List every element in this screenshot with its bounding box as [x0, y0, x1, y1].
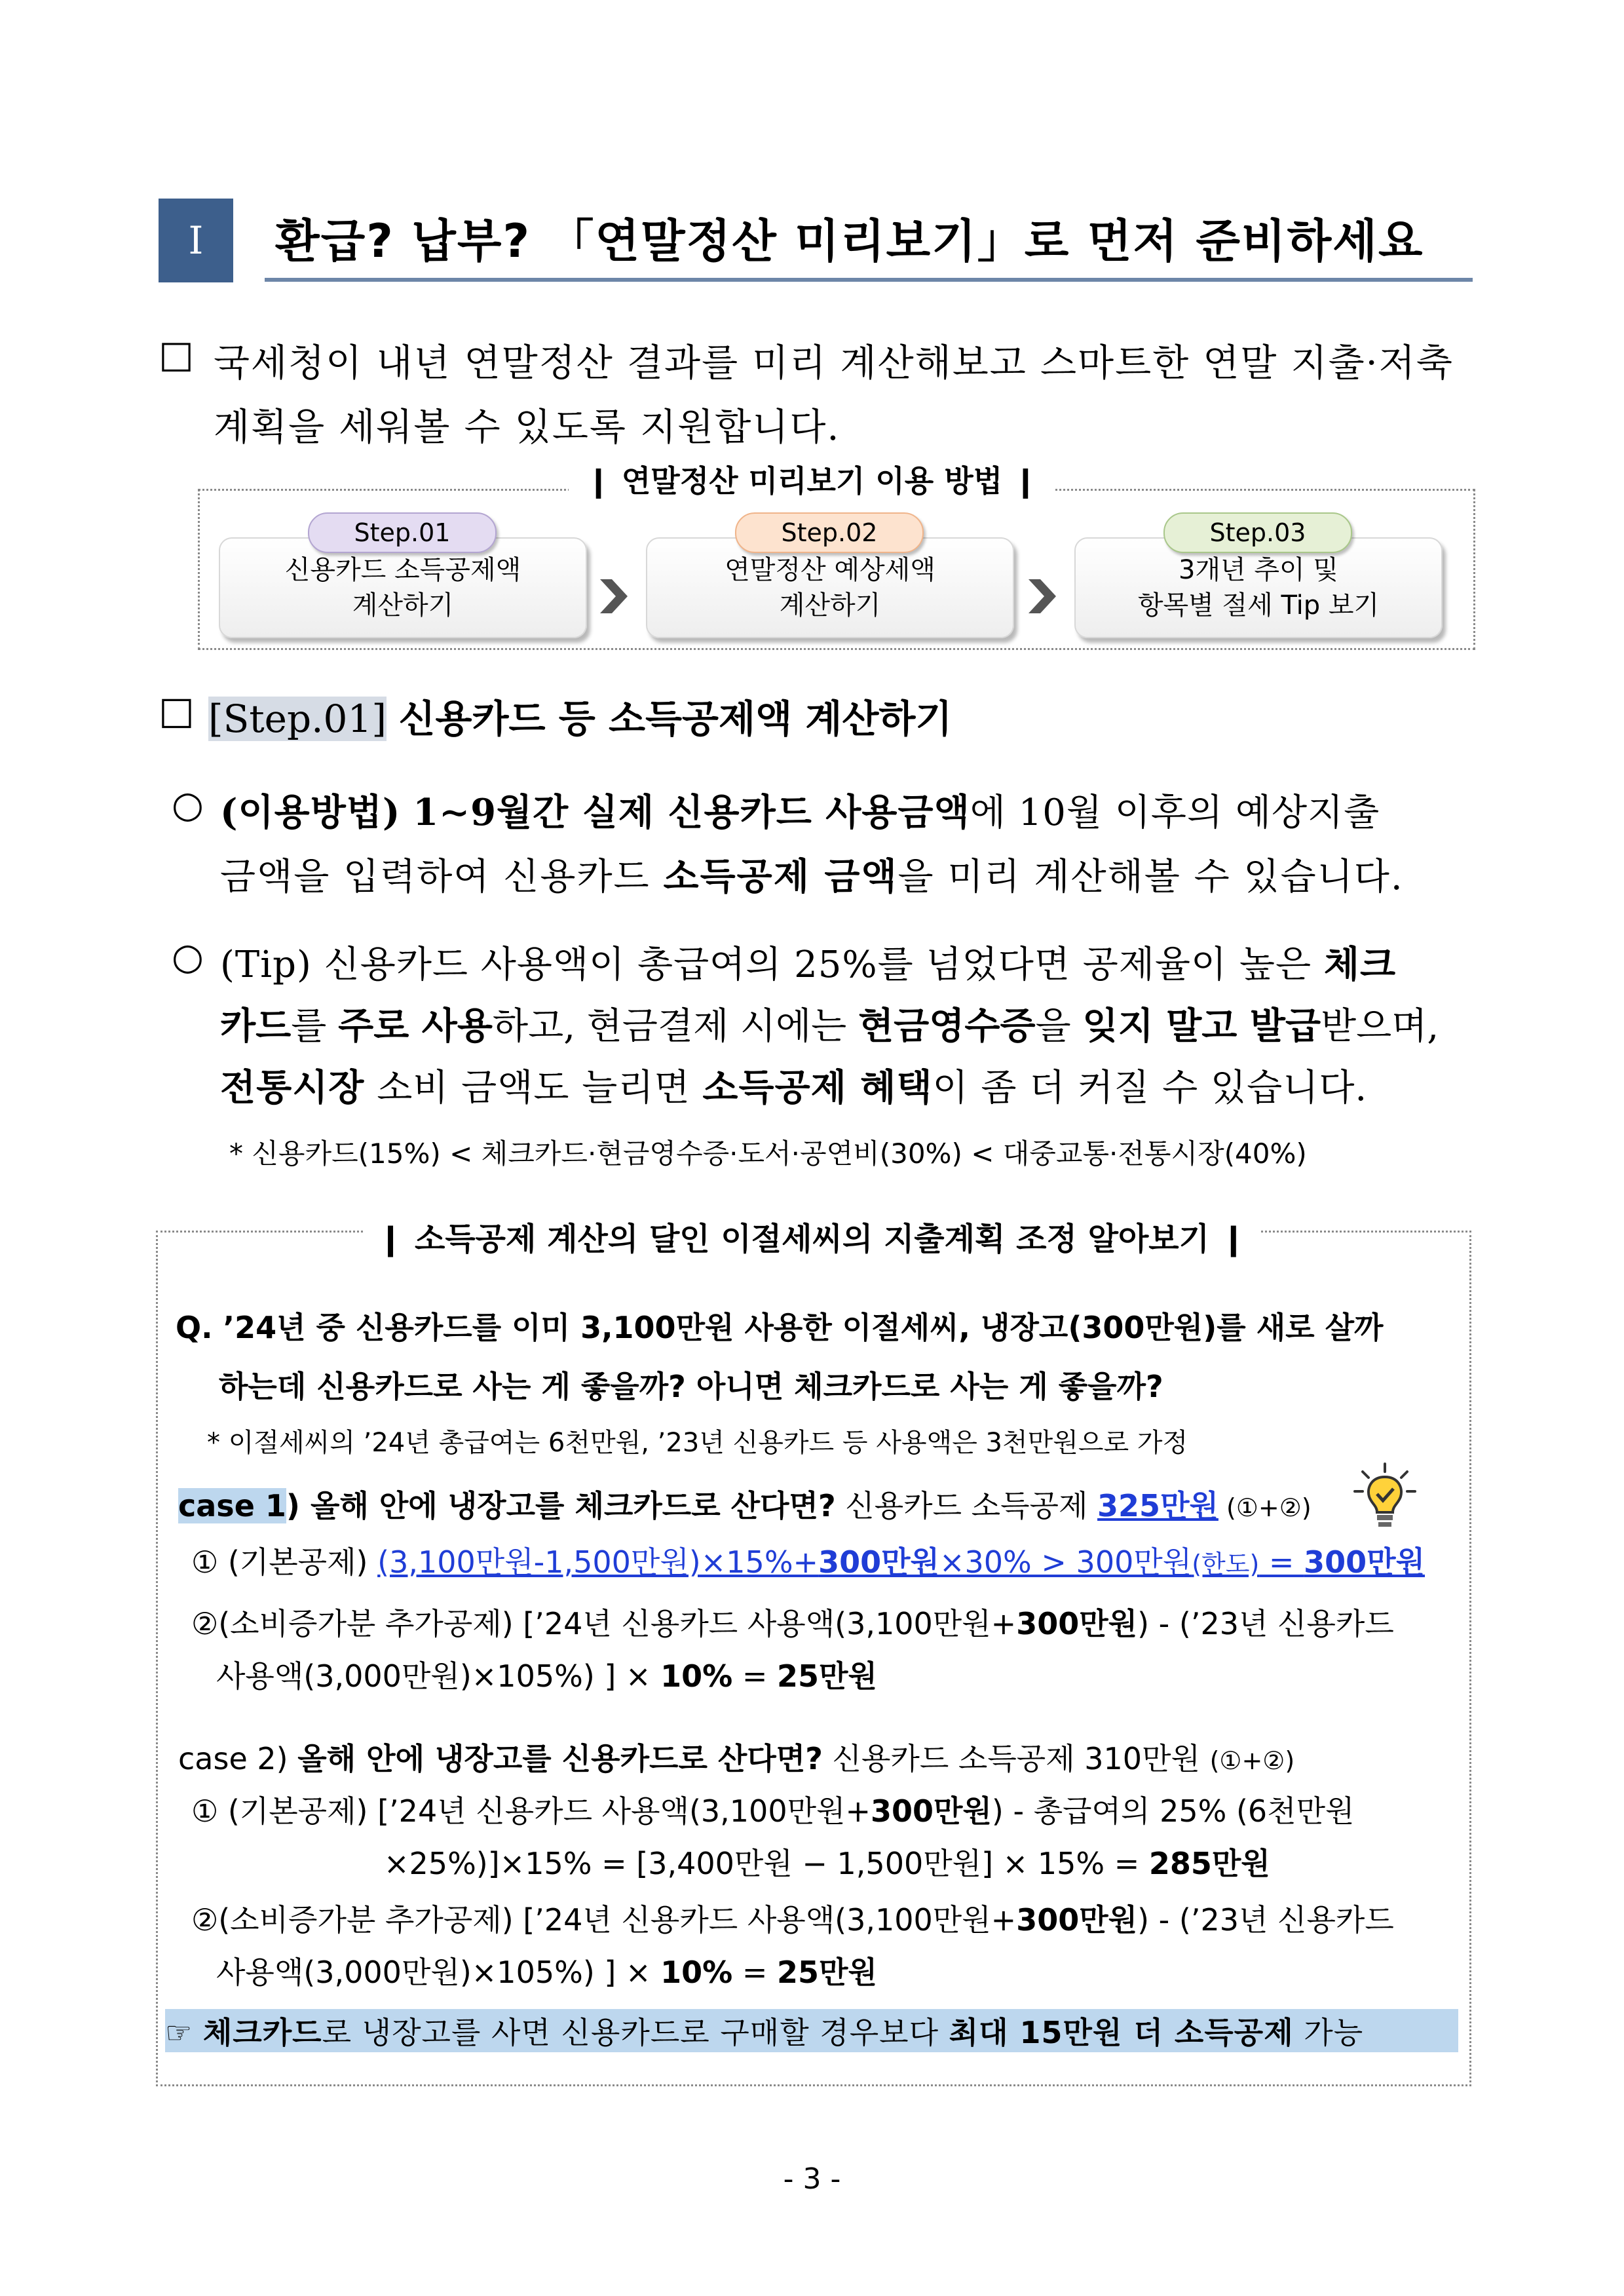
steps-title: ❙ 연말정산 미리보기 이용 방법 ❙ [0, 457, 1624, 501]
question-line-1: Q. ’24년 중 신용카드를 이미 3,100만원 사용한 이절세씨, 냉장고(300만원)를 새로 살까 [176, 1310, 1384, 1345]
case-2-row-4: 사용액(3,000만원)×105%) ] × 10% = 25만원 [216, 1955, 877, 1990]
page-number: - 3 - [783, 2162, 841, 2196]
intro-line-1: 국세청이 내년 연말정산 결과를 미리 계산해보고 스마트한 연말 지출·저축 [214, 341, 1454, 385]
case-1-heading: case 1) 올해 안에 냉장고를 체크카드로 산다면? 신용카드 소득공제 325만원 (①+②) [178, 1488, 1312, 1523]
step-1-tag: Step.01 [308, 512, 497, 553]
conclusion-line: ☞ 체크카드로 냉장고를 사면 신용카드로 구매할 경우보다 최대 15만원 더 소득공제 가능 [165, 2009, 1458, 2052]
section-number-box [159, 199, 233, 282]
step01-bullet: □ [159, 688, 195, 733]
question-line-2: 하는데 신용카드로 사는 게 좋을까? 아니면 체크카드로 사는 게 좋을까? [219, 1369, 1163, 1404]
usage-bullet: ○ [172, 784, 204, 826]
intro-line-2: 계획을 세워볼 수 있도록 지원합니다. [214, 406, 840, 449]
tip-note: * 신용카드(15%) < 체크카드·현금영수증·도서·공연비(30%) < 대중교통·전통시장(40%) [229, 1138, 1307, 1170]
case-1-row-3: 사용액(3,000만원)×105%) ] × 10% = 25만원 [216, 1658, 877, 1694]
step-3-tag: Step.03 [1163, 512, 1352, 553]
intro-bullet: □ [159, 333, 194, 376]
step01-title: 신용카드 등 소득공제액 계산하기 [398, 697, 953, 741]
case-2-row-3: ②(소비증가분 추가공제) [’24년 신용카드 사용액(3,100만원+300만원) - (’23년 신용카드 [191, 1902, 1394, 1938]
step-1-line-2: 계산하기 [352, 590, 454, 621]
case-2-row-2: ×25%)]×15% = [3,400만원 − 1,500만원] × 15% = 285만원 [384, 1846, 1270, 1881]
step01-heading [208, 688, 952, 743]
example-title: ❙ 소득공제 계산의 달인 이절세씨의 지출계획 조정 알아보기 ❙ [0, 1214, 1624, 1259]
step-1-line-1: 신용카드 소득공제액 [284, 555, 521, 585]
usage-line-2: 금액을 입력하여 신용카드 소득공제 금액을 미리 계산해볼 수 있습니다. [220, 855, 1404, 898]
section-title: 환급? 납부? 「연말정산 미리보기」로 먼저 준비하세요 [275, 214, 1424, 268]
tip-line-2: 카드를 주로 사용하고, 현금결제 시에는 현금영수증을 잊지 말고 발급받으며, [220, 1004, 1439, 1048]
case-2-heading: case 2) 올해 안에 냉장고를 신용카드로 산다면? 신용카드 소득공제 310만원 (①+②) [178, 1741, 1295, 1776]
lightbulb-icon [1352, 1461, 1418, 1533]
pointing-hand-icon: ☞ [165, 2015, 193, 2050]
step-2-tag: Step.02 [735, 512, 924, 553]
case-1-row-2: ②(소비증가분 추가공제) [’24년 신용카드 사용액(3,100만원+300만원) - (’23년 신용카드 [191, 1606, 1394, 1641]
step-2-line-1: 연말정산 예상세액 [725, 555, 935, 585]
step-3-line-1: 3개년 추이 및 [1178, 555, 1339, 585]
step-3-line-2: 항목별 절세 Tip 보기 [1137, 590, 1380, 621]
step-2-line-2: 계산하기 [779, 590, 881, 621]
step01-tag: [Step.01] [208, 697, 387, 741]
tip-bullet: ○ [172, 936, 204, 978]
usage-line-1: (이용방법) 1∼9월간 실제 신용카드 사용금액에 10월 이후의 예상지출 [220, 791, 1380, 834]
section-title-underline [265, 278, 1473, 282]
chevron-right-icon [597, 577, 630, 616]
tip-line-1: (Tip) 신용카드 사용액이 총급여의 25%를 넘었다면 공제율이 높은 체크 [220, 943, 1397, 986]
case-1-row-1: ① (기본공제) (3,100만원-1,500만원)×15%+300만원×30% > 300만원(한도) = 300만원 [191, 1544, 1426, 1580]
chevron-right-icon [1026, 577, 1059, 616]
assumption-note: * 이절세씨의 ’24년 총급여는 6천만원, ’23년 신용카드 등 사용액은 3천만원으로 가정 [207, 1428, 1188, 1458]
section-number: Ⅰ [188, 218, 204, 263]
case-2-row-1: ① (기본공제) [’24년 신용카드 사용액(3,100만원+300만원) - 총급여의 25% (6천만원 [191, 1793, 1355, 1829]
tip-line-3: 전통시장 소비 금액도 늘리면 소득공제 혜택이 좀 더 커질 수 있습니다. [220, 1066, 1368, 1109]
